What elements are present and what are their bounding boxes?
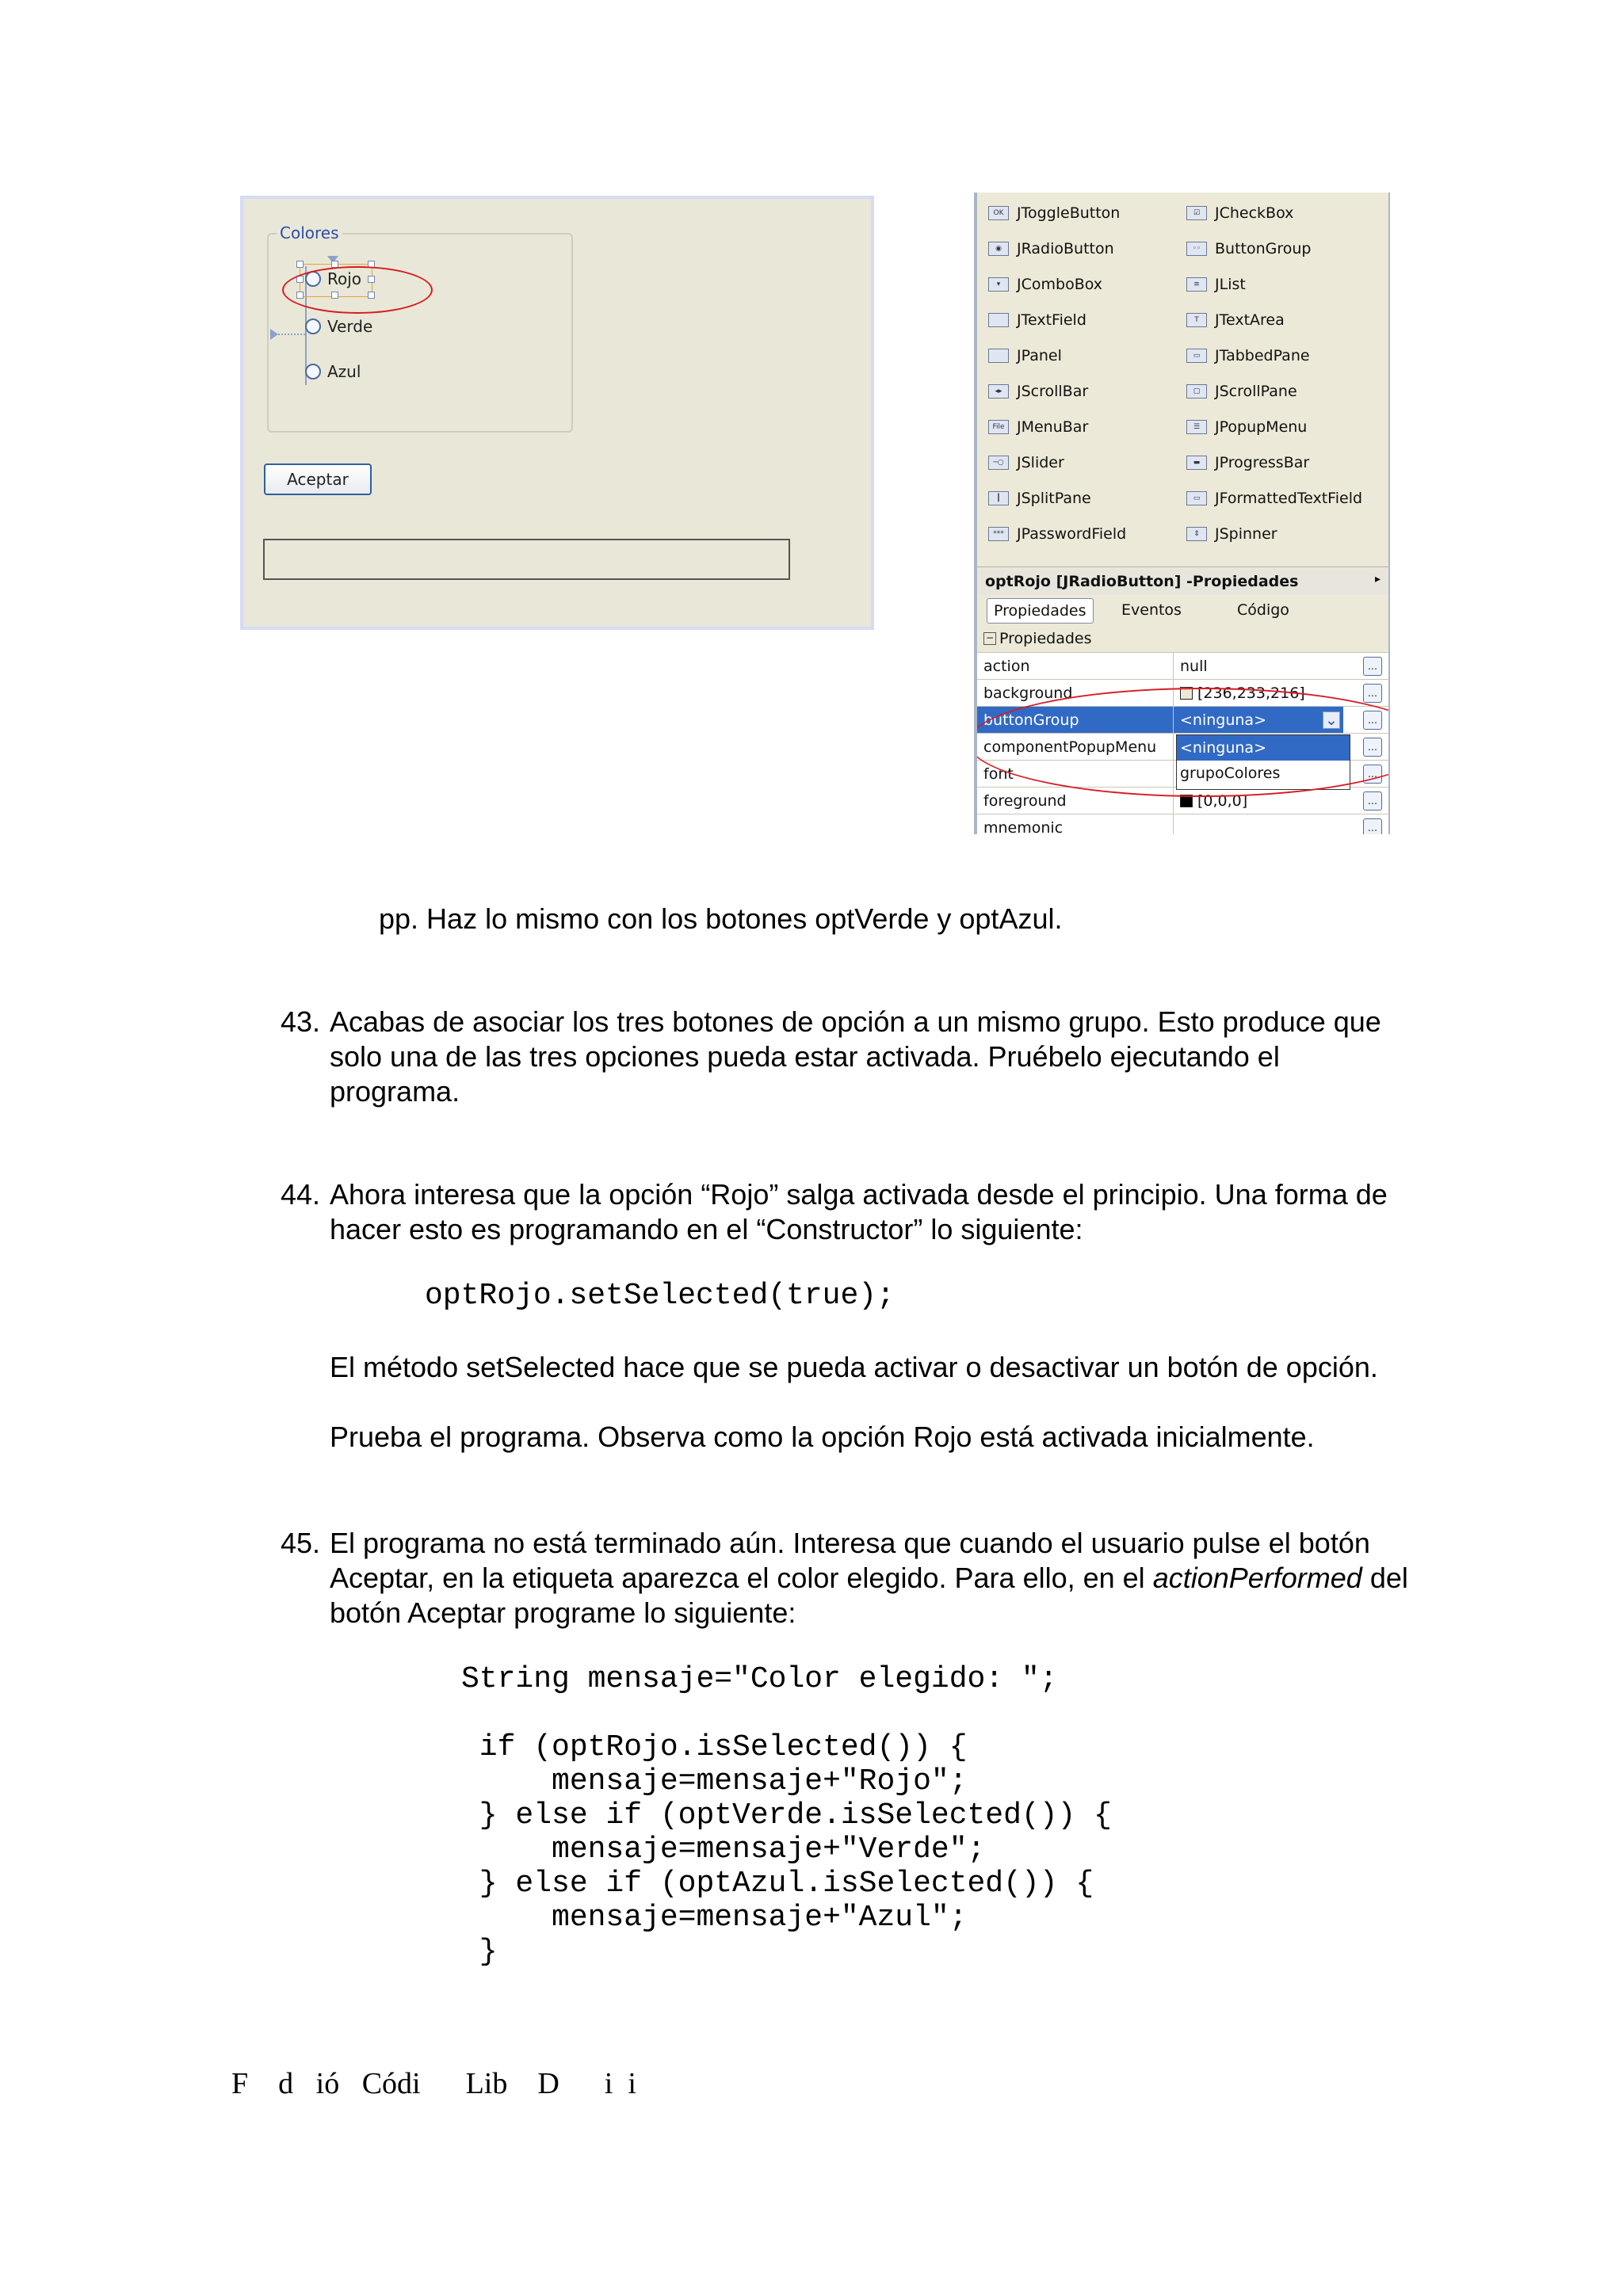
palette-item[interactable]	[1186, 521, 1277, 547]
radio-label: Verde	[327, 317, 373, 336]
property-value-combo[interactable]: <ninguna> ⌄	[1174, 707, 1343, 734]
dropdown-option[interactable]: grupoColores	[1180, 765, 1281, 782]
property-row[interactable]	[977, 814, 1388, 834]
palette-item[interactable]	[1186, 271, 1246, 298]
palette-item[interactable]	[1186, 485, 1362, 512]
palette-item-label: JSpinner	[1215, 525, 1277, 543]
palette-item[interactable]	[988, 485, 1091, 512]
chevron-down-icon[interactable]: ⌄	[1323, 711, 1340, 729]
popup-menu-icon: ☰	[1186, 420, 1207, 434]
palette-item-label: JSplitPane	[1017, 490, 1091, 507]
toggle-button-icon: OK	[988, 206, 1009, 220]
checkbox-icon: ☑	[1186, 206, 1207, 220]
property-name: componentPopupMenu	[977, 734, 1174, 761]
tabbed-pane-icon: ▭	[1186, 349, 1207, 363]
code-line: if (optRojo.isSelected()) {	[461, 1730, 968, 1764]
component-palette	[977, 193, 1388, 557]
code-line: String mensaje="Color elegido: ";	[461, 1662, 1058, 1696]
item-44-number: 44.	[281, 1178, 321, 1211]
form-designer-screenshot	[240, 196, 874, 630]
item-45-line: Aceptar, en la etiqueta aparezca el color elegido. Para ello, en el actionPerformed del	[330, 1562, 1408, 1594]
formatted-text-field-icon: ▭	[1186, 491, 1207, 505]
palette-item-label: JComboBox	[1017, 276, 1103, 293]
palette-item-label: JCheckBox	[1215, 204, 1294, 222]
palette-item-label: JScrollPane	[1215, 383, 1297, 400]
palette-item-label: ButtonGroup	[1215, 240, 1312, 257]
palette-item-label: JList	[1215, 276, 1246, 293]
password-field-icon: ***	[988, 527, 1009, 541]
radio-label: Rojo	[327, 269, 362, 288]
colores-panel-title: Colores	[277, 223, 342, 242]
item-44-line: Ahora interesa que la opción “Rojo” salga activada desde el principio. Una forma de	[330, 1178, 1388, 1211]
properties-tabs	[977, 597, 1388, 625]
category-label: Propiedades	[999, 630, 1092, 647]
ellipsis-button[interactable]: …	[1363, 657, 1382, 676]
spinner-icon: ⇕	[1186, 527, 1207, 541]
property-name: action	[977, 653, 1174, 680]
code-line: }	[461, 1935, 498, 1969]
palette-item[interactable]	[988, 200, 1120, 227]
tab-propiedades[interactable]: Propiedades	[987, 598, 1094, 624]
item-43-line: Acabas de asociar los tres botones de opción a un mismo grupo. Esto produce que	[330, 1005, 1381, 1038]
aceptar-button[interactable]: Aceptar	[264, 463, 372, 495]
scroll-bar-icon: ◂▸	[988, 384, 1009, 399]
item-45-line: botón Aceptar programe lo siguiente:	[330, 1596, 796, 1629]
property-name: mnemonic	[977, 814, 1174, 834]
palette-item-label: JRadioButton	[1017, 240, 1114, 257]
property-value: null	[1180, 658, 1208, 675]
palette-item-label: JTabbedPane	[1215, 347, 1310, 364]
radio-button-icon: ◉	[988, 242, 1009, 256]
guide-connector	[278, 334, 305, 335]
slider-icon: ─○	[988, 456, 1009, 470]
progress-bar-icon: ▬	[1186, 456, 1207, 470]
property-value: [0,0,0]	[1174, 792, 1247, 810]
paragraph-pp: pp. Haz lo mismo con los botones optVerde y optAzul.	[379, 902, 1063, 935]
radio-circle-icon	[305, 318, 321, 334]
palette-item-label: JPopupMenu	[1215, 418, 1308, 436]
properties-title: optRojo [JRadioButton] -Propiedades	[977, 566, 1388, 595]
palette-item[interactable]	[988, 414, 1088, 441]
combobox-icon: ▾	[988, 277, 1009, 292]
item-43-number: 43.	[281, 1005, 321, 1038]
text-area-icon: T	[1186, 313, 1207, 327]
panel-icon	[988, 349, 1009, 363]
palette-item[interactable]	[1186, 414, 1307, 441]
property-name: font	[977, 761, 1174, 788]
item-45-number: 45.	[281, 1527, 321, 1559]
palette-item[interactable]	[1186, 342, 1310, 369]
code-line: mensaje=mensaje+"Rojo";	[461, 1764, 968, 1798]
guide-arrow-icon	[270, 329, 278, 340]
property-name: foreground	[977, 788, 1174, 814]
code-line: mensaje=mensaje+"Azul";	[461, 1901, 968, 1935]
item-44-paragraph: El método setSelected hace que se pueda activar o desactivar un botón de opción.	[330, 1351, 1378, 1383]
scroll-pane-icon: ▢	[1186, 384, 1207, 399]
radio-azul[interactable]	[305, 362, 361, 381]
ellipsis-button[interactable]: …	[1363, 765, 1382, 784]
palette-item-label: JTextField	[1017, 311, 1086, 329]
ide-screenshot	[974, 193, 1390, 834]
ellipsis-button[interactable]: …	[1363, 684, 1382, 703]
palette-item[interactable]	[1186, 449, 1309, 476]
palette-item[interactable]	[1186, 307, 1285, 334]
palette-item[interactable]	[988, 235, 1114, 262]
palette-item[interactable]	[988, 271, 1102, 298]
highlight-ellipse	[282, 266, 433, 314]
radio-label: Azul	[327, 362, 361, 381]
palette-item-label: JTextArea	[1215, 311, 1285, 329]
ellipsis-button[interactable]: …	[1363, 818, 1382, 834]
palette-item[interactable]	[1186, 378, 1297, 405]
page-footer: F d ió Códi Lib D i i	[231, 2067, 636, 2100]
tab-codigo[interactable]: Código	[1237, 601, 1289, 619]
category-header[interactable]	[977, 627, 1390, 650]
palette-item[interactable]	[1186, 235, 1312, 262]
item-45-line: El programa no está terminado aún. Interesa que cuando el usuario pulse el botón	[330, 1527, 1370, 1559]
item-43-line: programa.	[330, 1075, 460, 1108]
ellipsis-button[interactable]: …	[1363, 791, 1382, 810]
item-44-line: hacer esto es programando en el “Constructor” lo siguiente:	[330, 1213, 1083, 1245]
button-group-icon: ◦◦	[1186, 242, 1207, 256]
split-pane-icon: ┃	[988, 491, 1009, 505]
palette-item-label: JMenuBar	[1017, 418, 1089, 436]
palette-item-label: JScrollBar	[1017, 383, 1089, 400]
code-line: } else if (optVerde.isSelected()) {	[461, 1798, 1112, 1833]
highlight-ellipse	[974, 688, 1390, 797]
property-row[interactable]	[977, 652, 1388, 680]
ellipsis-button[interactable]: …	[1363, 738, 1382, 757]
code-line: mensaje=mensaje+"Verde";	[461, 1833, 986, 1867]
palette-item-label: JFormattedTextField	[1215, 490, 1363, 507]
palette-item-label: JToggleButton	[1017, 204, 1121, 222]
palette-item[interactable]	[1186, 200, 1293, 227]
ellipsis-button[interactable]: …	[1363, 711, 1382, 730]
palette-item-label: JPasswordField	[1017, 525, 1127, 543]
palette-item[interactable]	[988, 378, 1088, 405]
radio-verde[interactable]	[305, 317, 372, 336]
palette-item-label: JProgressBar	[1215, 454, 1310, 471]
property-value: [236,233,216]	[1174, 685, 1305, 702]
dropdown-option[interactable]: <ninguna>	[1177, 735, 1350, 761]
palette-item[interactable]	[988, 521, 1126, 547]
palette-item-label: JPanel	[1017, 347, 1062, 364]
code-line: } else if (optAzul.isSelected()) {	[461, 1867, 1094, 1901]
panel-menu-icon[interactable]: ▸	[1374, 573, 1381, 585]
text-field-icon	[988, 313, 1009, 327]
property-name: background	[977, 680, 1174, 707]
tab-eventos[interactable]: Eventos	[1121, 601, 1182, 619]
palette-item[interactable]	[988, 342, 1062, 369]
palette-item[interactable]	[988, 307, 1086, 334]
palette-item[interactable]	[988, 449, 1064, 476]
property-name: buttonGroup	[977, 707, 1174, 734]
result-label	[263, 539, 790, 580]
item-44-paragraph: Prueba el programa. Observa como la opción Rojo está activada inicialmente.	[330, 1421, 1315, 1453]
radio-circle-icon	[305, 364, 321, 379]
list-icon: ≡	[1186, 277, 1207, 292]
resize-handle[interactable]	[296, 261, 304, 268]
item-43-line: solo una de las tres opciones pueda estar activada. Pruébelo ejecutando el	[330, 1040, 1280, 1073]
code-setselected: optRojo.setSelected(true);	[425, 1279, 895, 1313]
collapse-icon: −	[983, 632, 996, 645]
palette-item-label: JSlider	[1017, 454, 1064, 471]
menu-bar-icon: File	[988, 420, 1009, 434]
